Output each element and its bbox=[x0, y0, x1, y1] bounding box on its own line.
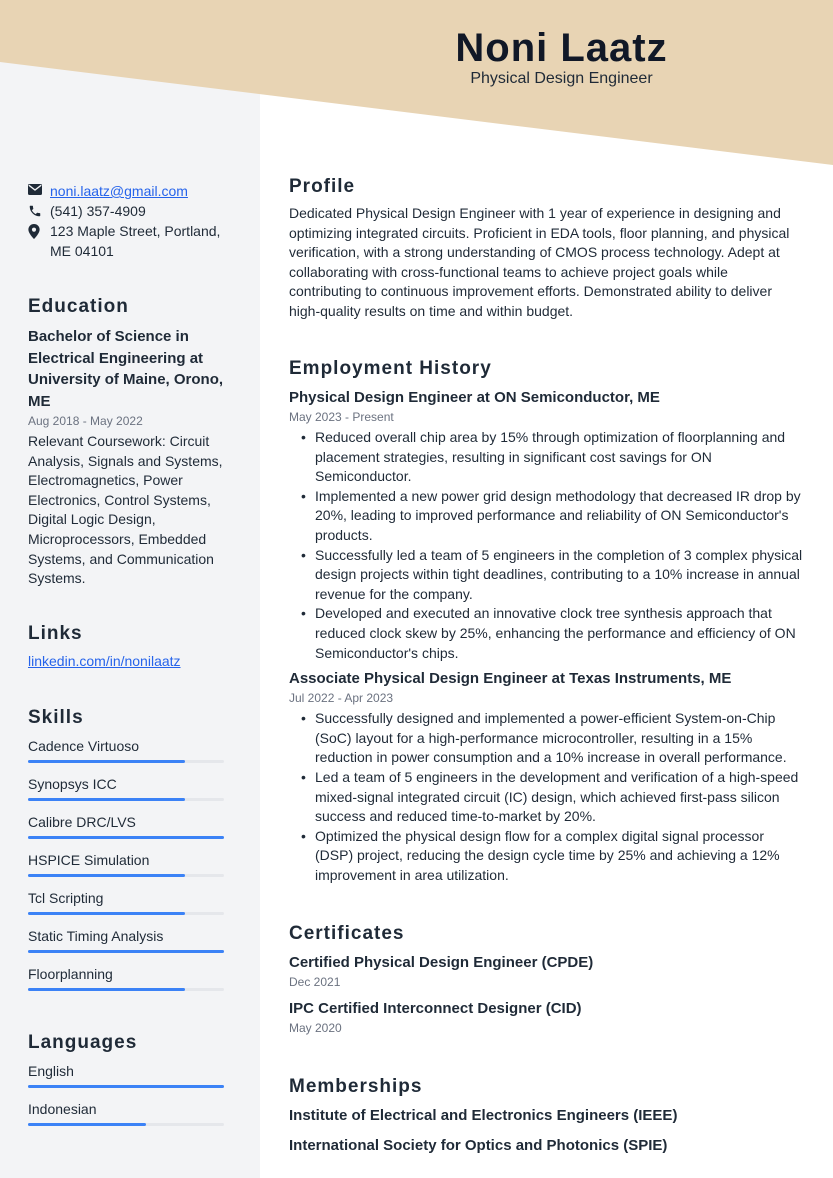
job-title: Physical Design Engineer at ON Semiconductor, ME bbox=[289, 389, 660, 406]
skill-label: Tcl Scripting bbox=[28, 890, 104, 906]
education-dates: Aug 2018 - May 2022 bbox=[28, 414, 143, 428]
job-title: Associate Physical Design Engineer at Texas Instruments, ME bbox=[289, 670, 732, 688]
skill-bar-fill bbox=[28, 836, 224, 839]
skill-label: Static Timing Analysis bbox=[28, 928, 164, 944]
map-pin-icon bbox=[28, 221, 50, 239]
skill-item bbox=[28, 926, 228, 964]
contact-phone-row bbox=[28, 201, 228, 221]
certificates-section bbox=[289, 923, 804, 1037]
certificates-heading: Certificates bbox=[289, 923, 405, 944]
certificate-title: IPC Certified Interconnect Designer (CID) bbox=[289, 1000, 582, 1017]
skill-bar-fill bbox=[28, 912, 185, 915]
profile-section bbox=[289, 176, 804, 322]
employment-heading: Employment History bbox=[289, 358, 492, 379]
links-section bbox=[28, 623, 228, 671]
membership-item: Institute of Electrical and Electronics Engineers (IEEE) bbox=[289, 1107, 678, 1124]
language-bar-fill bbox=[28, 1085, 224, 1088]
skill-bar-fill bbox=[28, 950, 224, 953]
job-bullet: • Optimized the physical design flow for a complex digital signal processor (DSP) project, reducing the design cycle time by 25% and achieving a 12% improvement in area utilization. bbox=[297, 827, 804, 886]
membership-item: International Society for Optics and Photonics (SPIE) bbox=[289, 1137, 668, 1154]
address: 123 Maple Street, Portland, ME 04101 bbox=[50, 223, 221, 259]
certificate-title: Certified Physical Design Engineer (CPDE) bbox=[289, 954, 594, 971]
job-bullet: • Successfully led a team of 5 engineers in the completion of 3 complex physical design projects within tight deadlines, contributing to a 10% increase in annual revenue for the company. bbox=[297, 546, 804, 605]
skill-label: HSPICE Simulation bbox=[28, 852, 150, 868]
skill-bar-track bbox=[28, 874, 224, 877]
envelope-icon bbox=[28, 181, 50, 195]
skills-section bbox=[28, 707, 228, 1002]
skill-bar-fill bbox=[28, 798, 185, 801]
job-bullet: • Successfully designed and implemented a power-efficient System-on-Chip (SoC) layout for a high-performance microcontroller, resulting in a 15% reduction in power consumption and a 10% increase in overall performance. bbox=[297, 709, 804, 768]
skill-item bbox=[28, 736, 228, 774]
skill-item bbox=[28, 964, 228, 1002]
job-bullet: • Reduced overall chip area by 15% through optimization of floorplanning and placement strategies, resulting in significant cost savings for ON Semiconductor. bbox=[297, 428, 804, 487]
job-dates: May 2023 - Present bbox=[289, 410, 394, 424]
skill-item bbox=[28, 812, 228, 850]
skill-bar-fill bbox=[28, 988, 185, 991]
certificate-item bbox=[289, 953, 804, 991]
languages-heading: Languages bbox=[28, 1032, 138, 1053]
memberships-section bbox=[289, 1076, 804, 1166]
skill-label: Synopsys ICC bbox=[28, 776, 117, 792]
job-bullets bbox=[297, 428, 804, 663]
phone-number: (541) 357-4909 bbox=[50, 203, 146, 219]
education-heading: Education bbox=[28, 296, 129, 317]
skill-bar-track bbox=[28, 798, 224, 801]
languages-section bbox=[28, 1032, 228, 1137]
linkedin-link[interactable]: linkedin.com/in/nonilaatz bbox=[28, 653, 181, 669]
email-link[interactable]: noni.laatz@gmail.com bbox=[50, 183, 188, 199]
job-dates: Jul 2022 - Apr 2023 bbox=[289, 691, 394, 706]
contact-address-row bbox=[28, 221, 228, 261]
phone-icon bbox=[28, 201, 50, 218]
skill-label: Cadence Virtuoso bbox=[28, 738, 140, 754]
education-coursework: Relevant Coursework: Circuit Analysis, Signals and Systems, Electromagnetics, Power Electronics, Control Systems, Digital Logic Design, Microprocessors, Embedded Systems, and Communication Systems. bbox=[28, 433, 223, 587]
language-bar-fill bbox=[28, 1123, 146, 1126]
language-bar-track bbox=[28, 1085, 224, 1088]
skill-bar-track bbox=[28, 836, 224, 839]
memberships-heading: Memberships bbox=[289, 1076, 423, 1097]
contact-info bbox=[28, 181, 228, 261]
certificate-item bbox=[289, 999, 804, 1037]
skill-bar-track bbox=[28, 988, 224, 991]
skill-bar-fill bbox=[28, 760, 185, 763]
education-degree: Bachelor of Science in Electrical Engineering at University of Maine, Orono, ME bbox=[28, 328, 224, 410]
skill-bar-fill bbox=[28, 874, 185, 877]
job-bullet: • Developed and executed an innovative clock tree synthesis approach that reduced clock skew by 25%, enhancing the performance and efficiency of ON Semiconductor's chips. bbox=[297, 604, 804, 663]
language-label: English bbox=[28, 1063, 74, 1079]
skill-bar-track bbox=[28, 950, 224, 953]
job-bullet: • Implemented a new power grid design methodology that decreased IR drop by 20%, leading to improved performance and reliability of ON Semiconductor's products. bbox=[297, 487, 804, 546]
job-bullets bbox=[297, 709, 804, 885]
contact-email-row bbox=[28, 181, 228, 201]
skill-item bbox=[28, 888, 228, 926]
skill-bar-track bbox=[28, 912, 224, 915]
language-bar-track bbox=[28, 1123, 224, 1126]
skill-item bbox=[28, 774, 228, 812]
certificate-date: May 2020 bbox=[289, 1021, 342, 1035]
links-heading: Links bbox=[28, 623, 83, 644]
employment-section bbox=[289, 358, 804, 885]
skill-bar-track bbox=[28, 760, 224, 763]
profile-text: Dedicated Physical Design Engineer with 1 year of experience in designing and optimizing integrated circuits. Proficient in EDA tools, floor planning, and physical verification, with a strong understanding of CMOS process technology. Adept at collaborating with cross-functional teams to achieve project goals while contributing to continuous improvement efforts. Demonstrated ability to deliver high-quality results on time and within budget. bbox=[289, 205, 790, 319]
job-entry bbox=[289, 388, 804, 663]
skill-label: Calibre DRC/LVS bbox=[28, 814, 136, 830]
candidate-name: Noni Laatz bbox=[455, 26, 668, 70]
job-bullet: • Led a team of 5 engineers in the development and verification of a high-speed mixed-signal integrated circuit (IC) design, which achieved first-pass silicon success and reduced time-to-market by 20%. bbox=[297, 768, 804, 827]
language-item bbox=[28, 1061, 228, 1099]
skills-list bbox=[28, 736, 228, 1002]
skills-heading: Skills bbox=[28, 707, 84, 728]
language-item bbox=[28, 1099, 228, 1137]
candidate-title: Physical Design Engineer bbox=[470, 70, 653, 87]
education-section bbox=[28, 296, 228, 589]
profile-heading: Profile bbox=[289, 176, 356, 197]
certificate-date: Dec 2021 bbox=[289, 975, 341, 989]
skill-item bbox=[28, 850, 228, 888]
skill-label: Floorplanning bbox=[28, 966, 113, 982]
job-entry bbox=[289, 669, 804, 885]
language-label: Indonesian bbox=[28, 1101, 97, 1117]
